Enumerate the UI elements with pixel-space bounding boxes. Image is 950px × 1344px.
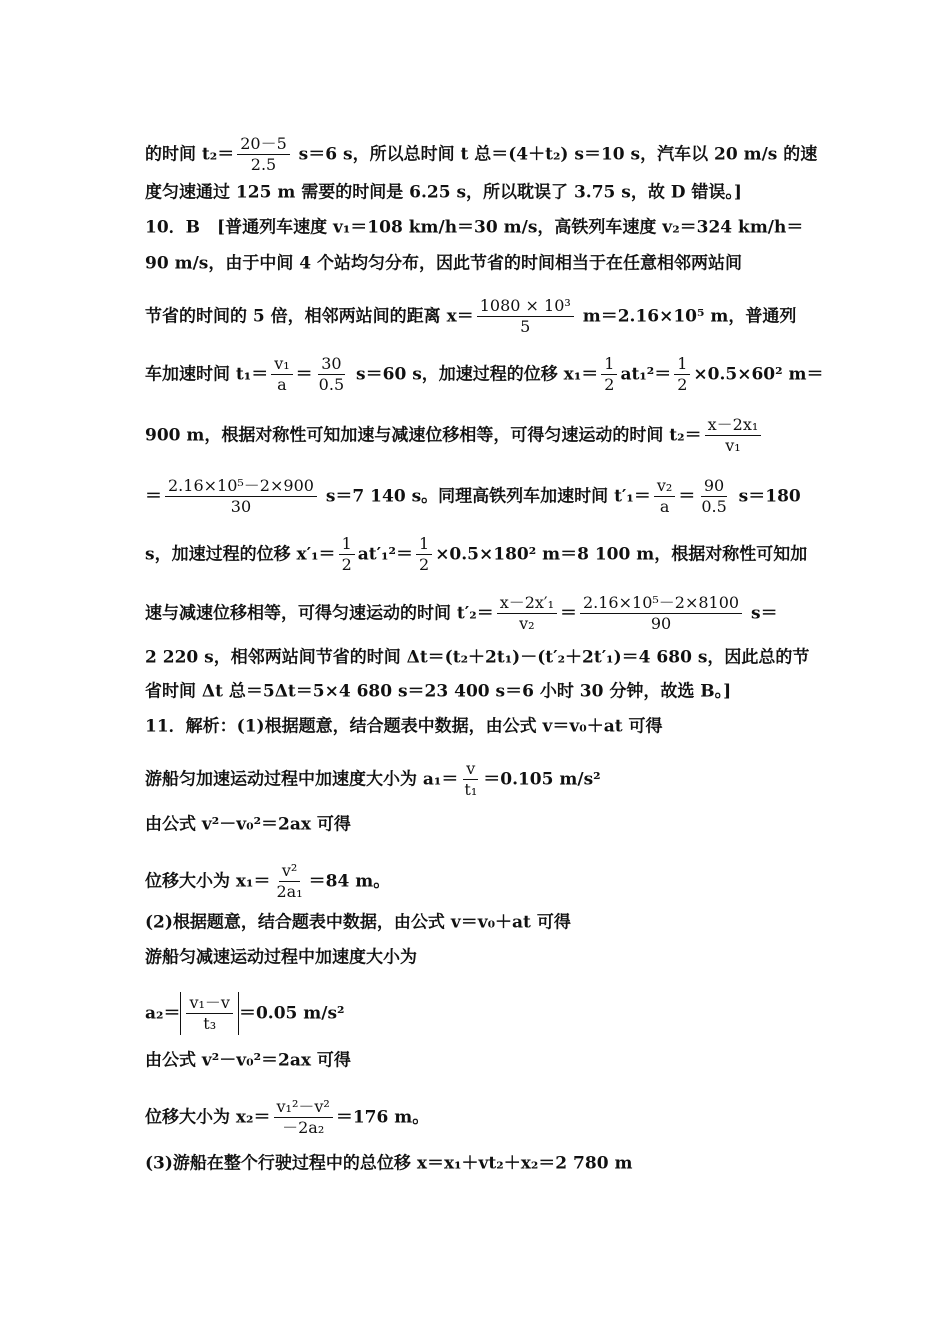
text-line [145,134,818,174]
fraction-numerator: 1 [674,355,690,375]
text-line [145,1098,810,1137]
fraction-denominator: 30 [230,497,252,516]
fraction-numerator: 1 [339,535,355,555]
text-run: s＝ [745,603,778,624]
fraction-denominator: v₁ [725,436,741,455]
fraction-numerator: v₁²－v² [274,1098,333,1118]
text-line [145,180,810,205]
fraction-numerator: v² [279,862,300,882]
fraction [416,535,432,574]
text-line [145,992,810,1035]
text-line [145,535,810,574]
fraction [271,355,292,394]
text-run: 由公式 v²－v₀²＝2ax 可得 [145,1050,351,1071]
text-run: 90 m/s，由于中间 4 个站均匀分布，因此节省的时间相当于在任意相邻两站间 [145,253,743,274]
fraction-denominator: a [659,497,670,516]
text-run: ×0.5×180² m＝8 100 m，根据对称性可知加 [435,544,808,565]
text-run: a₂＝ [145,1003,181,1024]
text-run: at′₁²＝ [357,544,413,565]
text-run: s＝6 s，所以总时间 t 总＝(4＋t₂) s＝10 s，汽车以 20 m/s 的速 [292,144,818,165]
fraction [497,594,557,633]
fraction-denominator: t₃ [203,1014,217,1033]
fraction-numerator: 2.16×10⁵－2×8100 [580,594,742,614]
fraction-denominator: 0.5 [318,375,345,394]
fraction-denominator: t₁ [464,780,478,799]
fraction-denominator: 2a₁ [276,882,303,901]
text-line [145,679,810,704]
text-run: at₁²＝ [620,364,672,385]
text-run: ＝84 m。 [308,871,391,892]
text-line [145,215,810,240]
fraction [461,760,480,799]
text-line [145,812,810,837]
fraction [186,994,233,1033]
text-line [145,594,810,633]
text-run: m＝2.16×10⁵ m，普通列 [576,306,797,327]
fraction-numerator: 1 [416,535,432,555]
text-run: 车加速时间 t₁＝ [145,364,269,385]
fraction [274,862,306,901]
text-run: 游船匀加速运动过程中加速度大小为 a₁＝ [145,769,459,790]
fraction [705,416,762,455]
fraction-denominator: 0.5 [701,497,727,516]
text-run: 速与减速位移相等，可得匀速运动的时间 t′₂＝ [145,603,494,624]
fraction-numerator: 1 [601,355,617,375]
fraction [477,297,574,336]
text-run: ＝176 m。 [335,1107,430,1128]
fraction-denominator: 2 [419,555,430,574]
text-line [145,1151,810,1176]
fraction-numerator: 2.16×10⁵－2×900 [165,477,317,497]
text-run: s＝7 140 s。同理高铁列车加速时间 t′₁＝ [319,486,651,507]
fraction-numerator: 1080 × 10³ [477,297,574,317]
text-run: (3)游船在整个行驶过程中的总位移 x＝x₁＋vt₂＋x₂＝2 780 m [145,1153,633,1174]
fraction-denominator: 2 [677,375,688,394]
fraction-numerator: v [463,760,478,780]
fraction [654,477,675,516]
fraction [580,594,742,633]
fraction-denominator: 5 [520,317,531,336]
text-run: ＝ [678,486,696,507]
fraction-numerator: 30 [318,355,344,375]
text-line [145,477,810,516]
text-run: 度匀速通过 125 m 需要的时间是 6.25 s，所以耽误了 3.75 s，故 D 错误。] [145,182,742,203]
text-run: 省时间 Δt 总＝5Δt＝5×4 680 s＝23 400 s＝6 小时 30 分钟，故选 B。] [145,681,732,702]
fraction-denominator: 2 [604,375,615,394]
fraction-denominator: a [277,375,287,394]
fraction-numerator: x－2x₁ [705,416,762,436]
text-line [145,910,810,935]
fraction [339,535,355,574]
absolute-value [180,992,239,1035]
fraction-numerator: x－2x′₁ [497,594,557,614]
text-run: 900 m，根据对称性可知加速与减速位移相等，可得匀速运动的时间 t₂＝ [145,425,702,446]
text-line [145,354,824,394]
fraction-numerator: v₁ [271,355,292,375]
fraction-denominator: －2a₂ [282,1118,325,1137]
fraction [698,477,729,516]
text-run: s＝180 [732,486,801,507]
text-run: s，加速过程的位移 x′₁＝ [145,544,336,565]
text-run: ＝ [145,486,162,507]
text-run: ＝0.05 m/s² [238,1003,345,1024]
fraction-numerator: v₂ [654,477,675,497]
text-line [145,645,810,670]
text-line [145,862,810,901]
text-run: (2)根据题意，结合题表中数据，由公式 v＝v₀＋at 可得 [145,912,571,933]
fraction [674,355,690,394]
text-run: s＝60 s，加速过程的位移 x₁＝ [350,364,599,385]
text-line [145,1048,810,1073]
text-run: 2 220 s，相邻两站间节省的时间 Δt＝(t₂＋2t₁)－(t′₂＋2t′₁)＝4 680 s，因此总的节 [145,647,810,668]
text-run: ＝ [295,364,313,385]
text-run: 由公式 v²－v₀²＝2ax 可得 [145,814,351,835]
text-run: 节省的时间的 5 倍，相邻两站间的距离 x＝ [145,306,474,327]
fraction-denominator: 2 [341,555,352,574]
fraction [274,1098,333,1137]
fraction [165,477,317,516]
fraction [316,355,347,394]
text-run: 的时间 t₂＝ [145,144,235,165]
text-line [145,714,810,739]
fraction [601,355,617,394]
text-line [145,945,810,970]
text-run: 10．B [普通列车速度 v₁＝108 km/h＝30 m/s，高铁列车速度 v₂＝324 km/h＝ [145,217,804,238]
fraction-denominator: v₂ [519,614,535,633]
text-run: 游船匀减速运动过程中加速度大小为 [145,947,417,968]
text-run: 位移大小为 x₂＝ [145,1107,271,1128]
fraction [237,135,290,174]
text-run: 位移大小为 x₁＝ [145,871,271,892]
fraction-numerator: v₁－v [186,994,233,1014]
text-line [145,760,810,799]
text-run: ＝0.105 m/s² [483,769,601,790]
text-line [145,297,810,336]
fraction-numerator: 20－5 [237,135,290,155]
fraction-denominator: 2.5 [250,155,277,174]
text-run: 11．解析：(1)根据题意，结合题表中数据，由公式 v＝v₀＋at 可得 [145,716,663,737]
fraction-denominator: 90 [650,614,672,633]
text-line [145,416,810,455]
text-run: ×0.5×60² m＝ [693,364,824,385]
text-run: ＝ [559,603,577,624]
text-line [145,251,810,276]
fraction-numerator: 90 [701,477,727,497]
